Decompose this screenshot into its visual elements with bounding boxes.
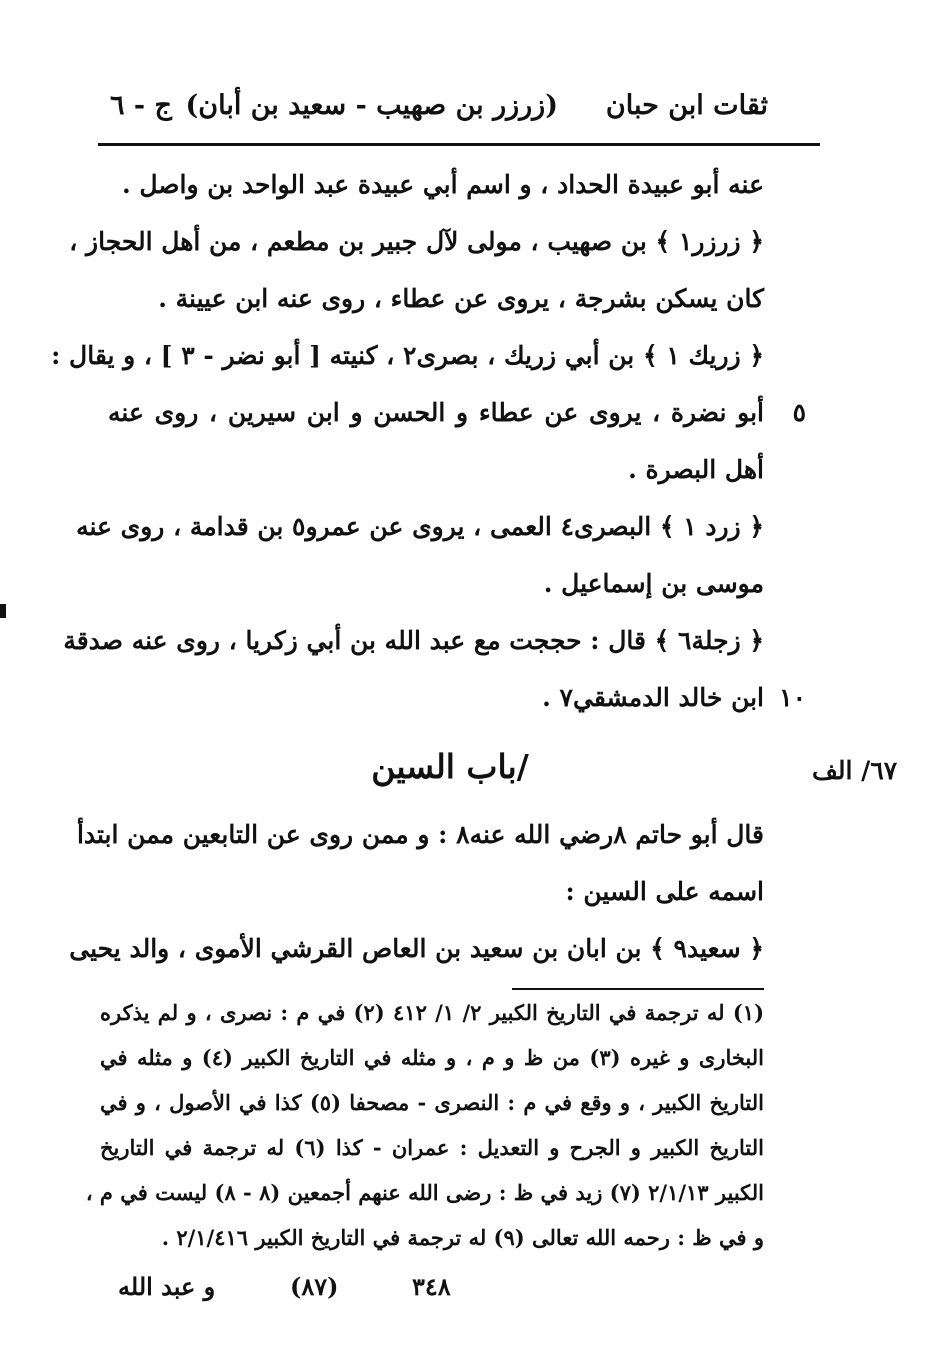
line-text: (١) له ترجمة في التاريخ الكبير ٢/ ١/ ٤١٢ (٢) في م : نصرى ، و لم يذكره xyxy=(100,1000,765,1025)
footnote-line xyxy=(100,1125,764,1170)
text-line xyxy=(76,806,764,863)
book-title: ثقات ابن حبان xyxy=(605,90,768,121)
line-text: و في ظ : رحمه الله تعالى (٩) له ترجمة في التاريخ الكبير ٢/١/٤١٦ . xyxy=(161,1225,764,1250)
text-line xyxy=(69,920,764,977)
text-line xyxy=(108,863,764,920)
footnote-line xyxy=(100,1035,764,1080)
text-line xyxy=(51,327,764,384)
volume-label: ج - ٦ xyxy=(110,90,172,121)
text-line xyxy=(69,213,764,270)
line-text: ﴿ زجلة٦ ﴾ قال : حججت مع عبد الله بن أبي زكريا ، روى عنه صدقة xyxy=(63,626,764,655)
text-line xyxy=(108,555,764,612)
line-text: ﴿ زرزر١ ﴾ بن صهيب ، مولى لآل جبير بن مطعم ، من أهل الحجاز ، xyxy=(69,227,764,256)
main-text xyxy=(51,156,806,726)
line-text: قال أبو حاتم ٨رضي الله عنه٨ : و ممن روى عن التابعين ممن ابتدأ xyxy=(76,820,764,849)
line-text: موسى بن إسماعيل . xyxy=(543,569,764,598)
scan-edge-mark xyxy=(0,604,6,618)
line-text: أبو نضرة ، يروى عن عطاء و الحسن و ابن سيرين ، روى عنه xyxy=(108,398,764,427)
line-text: التاريخ الكبير و الجرح و التعديل : عمران - كذا (٦) له ترجمة في التاريخ xyxy=(100,1135,764,1160)
footnotes xyxy=(85,990,765,1260)
main-text-continued xyxy=(69,806,764,977)
page-footer xyxy=(100,1272,764,1312)
catchword: و عبد الله xyxy=(118,1272,216,1301)
line-text: ﴿ سعيد٩ ﴾ بن ابان بن سعيد بن العاص القرشي الأموى ، والد يحيى xyxy=(69,934,764,963)
line-text: ابن خالد الدمشقي٧ . xyxy=(542,683,764,712)
line-text: عنه أبو عبيدة الحداد ، و اسم أبي عبيدة عبد الواحد بن واصل . xyxy=(121,170,764,199)
page-number: ٣٤٨ xyxy=(412,1272,451,1301)
footnote-line xyxy=(85,1170,764,1215)
line-text: البخارى و غيره (٣) من ظ و م ، و مثله في التاريخ الكبير (٤) و مثله في xyxy=(100,1045,764,1070)
original-page-number: (٨٧) xyxy=(290,1272,339,1301)
line-number: ٥ xyxy=(792,398,806,427)
header-rule xyxy=(98,143,820,146)
line-text: ﴿ زرد ١ ﴾ البصرى٤ العمى ، يروى عن عمرو٥ بن قدامة ، روى عنه xyxy=(76,512,764,541)
line-text: كان يسكن بشرجة ، يروى عن عطاء ، روى عنه ابن عيينة . xyxy=(158,284,764,313)
text-line xyxy=(108,270,764,327)
line-text: التاريخ الكبير ، و وقع في م : النصرى - مصحفا (٥) كذا في الأصول ، و في xyxy=(100,1090,764,1115)
line-text: ﴿ زريك ١ ﴾ بن أبي زريك ، بصرى٢ ، كنيته [ أبو نضر - ٣ ] ، و يقال : xyxy=(51,341,764,370)
footnote-line xyxy=(100,990,764,1035)
line-text: اسمه على السين : xyxy=(565,877,764,906)
line-text: الكبير ٢/١/١٣ (٧) زيد في ظ : رضى الله عنهم أجمعين (٨ - ٨) ليست في م ، xyxy=(85,1180,764,1205)
line-number: ١٠ xyxy=(779,683,806,712)
section-heading: /باب السين xyxy=(371,747,529,786)
entry-range: (زرزر بن صهيب - سعيد بن أبان) xyxy=(185,90,558,121)
text-line xyxy=(108,384,806,441)
text-line xyxy=(108,156,764,213)
footnote-line xyxy=(100,1080,764,1125)
text-line xyxy=(108,441,764,498)
manuscript-folio-note: ٦٧/ الف xyxy=(812,756,898,785)
text-line xyxy=(108,669,806,726)
line-text: أهل البصرة . xyxy=(628,455,764,484)
footnote-line xyxy=(100,1215,764,1260)
running-head xyxy=(100,90,768,134)
text-line xyxy=(76,498,764,555)
text-line xyxy=(63,612,764,669)
